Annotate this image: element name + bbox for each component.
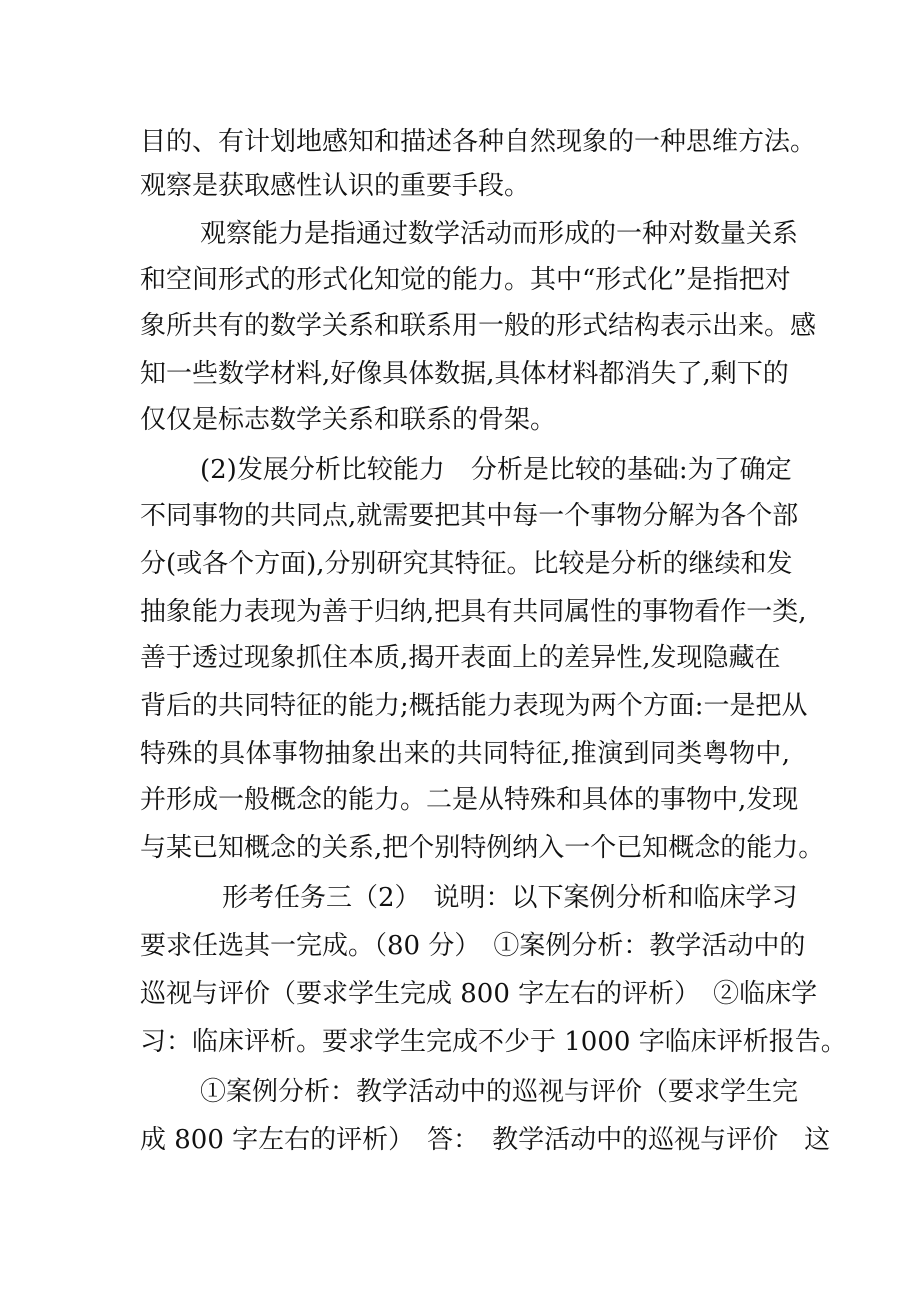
text-line-15: 并形成一般概念的能力。二是从特殊和具体的事物中,发现 xyxy=(140,785,799,815)
text-line-3: 观察能力是指通过数学活动而形成的一种对数量关系 xyxy=(200,219,799,249)
text-line-21: ①案例分析：教学活动中的巡视与评价（要求学生完 xyxy=(200,1077,799,1107)
text-line-7: 仅仅是标志数学关系和联系的骨架。 xyxy=(140,405,557,435)
text-line-1: 目的、有计划地感知和描述各种自然现象的一种思维方法。 xyxy=(140,127,817,157)
text-line-14: 特殊的具体事物抽象出来的共同特征,推演到同类粤物中, xyxy=(140,739,790,769)
text-line-20: 习：临床评析。要求学生完成不少于 1000 字临床评析报告。 xyxy=(140,1027,847,1057)
text-line-18: 要求任选其一完成。（80 分） ①案例分析：教学活动中的 xyxy=(140,931,806,961)
text-line-13: 背后的共同特征的能力;概括能力表现为两个方面:一是把从 xyxy=(140,691,808,721)
text-line-22: 成 800 字左右的评析） 答： 教学活动中的巡视与评价 这 xyxy=(140,1125,831,1155)
text-line-5: 象所共有的数学关系和联系用一般的形式结构表示出来。感 xyxy=(140,311,817,341)
text-line-6: 知一些数学材料,好像具体数据,具体材料都消失了,剩下的 xyxy=(140,359,789,389)
text-line-10: 分(或各个方面),分别研究其特征。比较是分析的继续和发 xyxy=(140,549,793,579)
text-line-8: (2)发展分析比较能力 分析是比较的基础:为了确定 xyxy=(200,455,792,485)
text-line-16: 与某已知概念的关系,把个别特例纳入一个已知概念的能力。 xyxy=(140,833,825,863)
text-line-11: 抽象能力表现为善于归纳,把具有共同属性的事物看作一类, xyxy=(140,597,807,627)
text-line-19: 巡视与评价（要求学生完成 800 字左右的评析） ②临床学 xyxy=(140,979,818,1009)
text-line-2: 观察是获取感性认识的重要手段。 xyxy=(140,171,531,201)
text-line-9: 不同事物的共同点,就需要把其中每一个事物分解为各个部 xyxy=(140,501,799,531)
text-line-4: 和空间形式的形式化知觉的能力。其中“形式化”是指把对 xyxy=(140,265,791,295)
text-line-17: 形考任务三（2） 说明：以下案例分析和临床学习 xyxy=(222,883,798,913)
text-line-12: 善于透过现象抓住本质,揭开表面上的差异性,发现隐藏在 xyxy=(140,643,781,673)
